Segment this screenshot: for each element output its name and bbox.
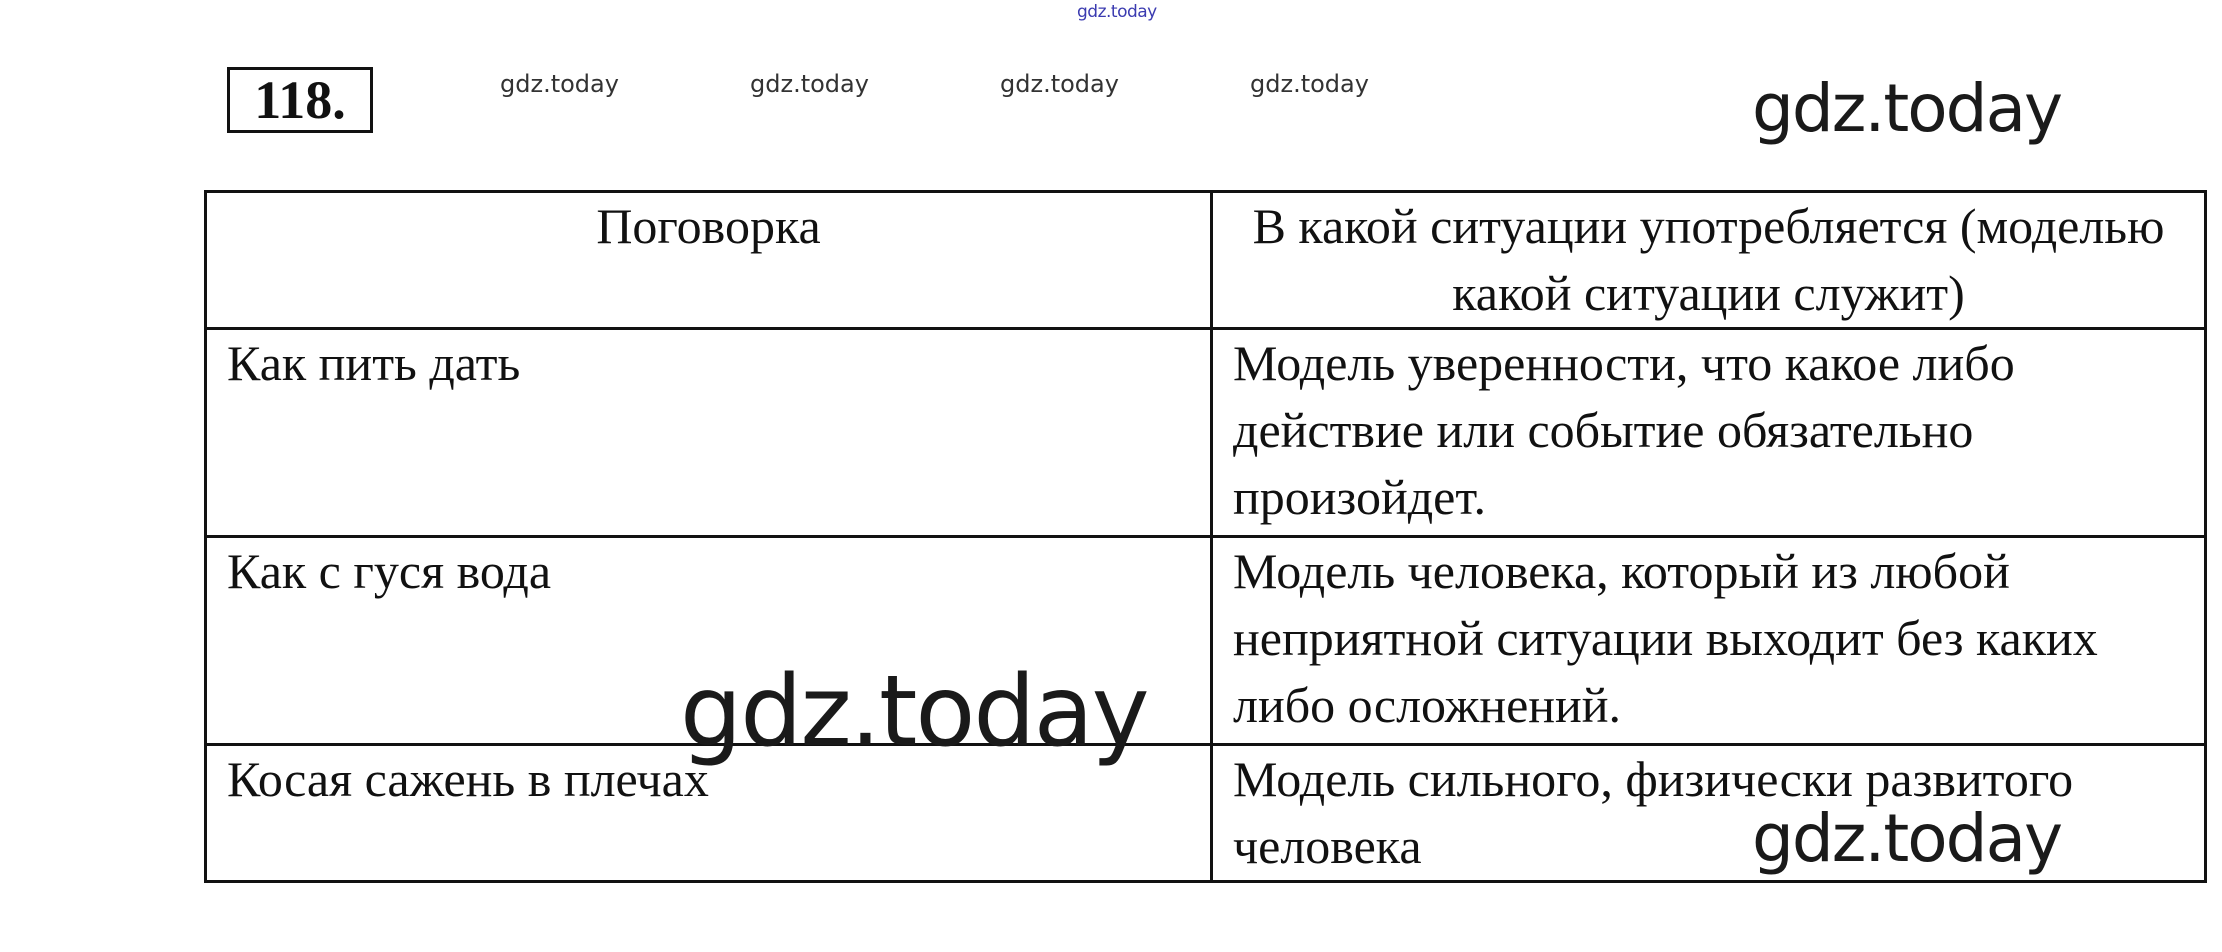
table-header-row bbox=[206, 192, 2206, 329]
situation-cell bbox=[1212, 537, 2206, 745]
watermark-center-logo: gdz.today bbox=[680, 655, 1148, 769]
table-row bbox=[206, 329, 2206, 537]
situation-text: Модель сильного, физически развитого человека bbox=[1233, 751, 2074, 874]
saying-text: Как с гуся вода bbox=[227, 543, 552, 599]
header-saying: Поговорка bbox=[206, 192, 1212, 329]
watermark-bottom-logo: gdz.today bbox=[1752, 800, 2062, 877]
saying-text: Как пить дать bbox=[227, 335, 521, 391]
watermark-header-logo: gdz.today bbox=[1752, 70, 2062, 147]
header-situation: В какой ситуации употребляется (моделью какой ситуации служит) bbox=[1212, 192, 2206, 329]
watermark-small-top: gdz.today bbox=[1077, 2, 1157, 22]
table-row bbox=[206, 537, 2206, 745]
watermark-row-4: gdz.today bbox=[1250, 70, 1369, 98]
situation-cell bbox=[1212, 329, 2206, 537]
sayings-table bbox=[204, 190, 2207, 883]
saying-text: Косая сажень в плечах bbox=[227, 751, 709, 807]
saying-cell bbox=[206, 329, 1212, 537]
watermark-row-3: gdz.today bbox=[1000, 70, 1119, 98]
task-number: 118. bbox=[227, 67, 373, 133]
situation-text: Модель человека, который из любой неприятной ситуации выходит без каких либо осложнений. bbox=[1233, 543, 2098, 733]
watermark-row-2: gdz.today bbox=[750, 70, 869, 98]
watermark-row-1: gdz.today bbox=[500, 70, 619, 98]
situation-text: Модель уверенности, что какое либо действие или событие обязательно произойдет. bbox=[1233, 335, 2015, 525]
